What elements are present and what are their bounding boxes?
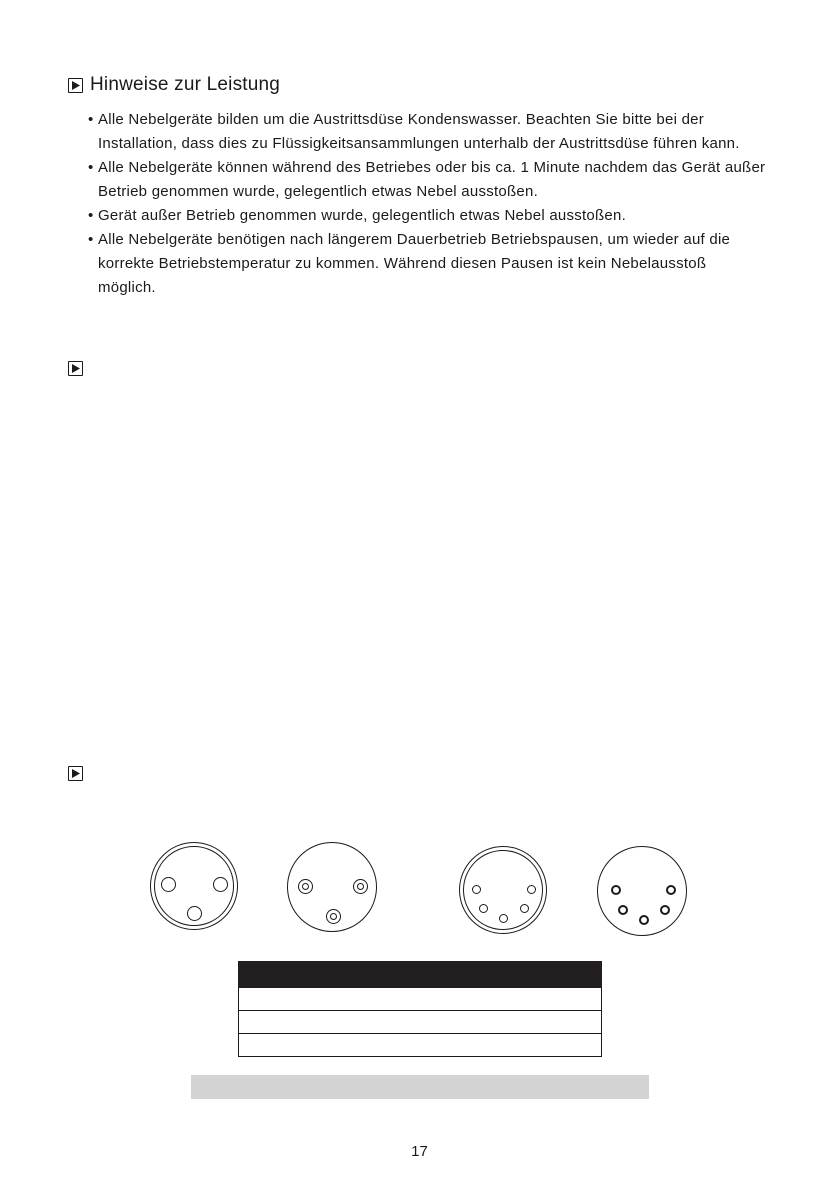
table-row — [239, 1011, 602, 1034]
pin-assignment-table — [238, 961, 602, 1057]
table-header-row — [239, 962, 602, 988]
xlr-3pin-female-connector-icon — [150, 842, 238, 930]
bullet-item: • Alle Nebelgeräte bilden um die Austrittsdüse Kondenswasser. Beachten Sie bitte bei der Installation, dass dies zu Flüssigkeitsansammlungen unterhalb der Austrittsdüse führen kann. — [88, 108, 768, 156]
pin-icon — [666, 885, 676, 895]
pin-icon — [660, 905, 670, 915]
bullet-item: • Gerät außer Betrieb genommen wurde, gelegentlich etwas Nebel ausstoßen. — [88, 204, 768, 228]
table-cell — [239, 1011, 602, 1034]
bullet-item: • Alle Nebelgeräte können während des Betriebes oder bis ca. 1 Minute nachdem das Gerät außer Betrieb genommen wurde, gelegentlich etwas Nebel ausstoßen. — [88, 156, 768, 204]
pin-icon — [611, 885, 621, 895]
pin-icon — [520, 904, 529, 913]
page-number: 17 — [411, 1143, 428, 1160]
xlr-5pin-male-connector-icon — [597, 846, 687, 936]
table-row — [239, 988, 602, 1011]
pin-icon — [326, 909, 341, 924]
xlr-5pin-female-connector-icon — [459, 846, 547, 934]
pin-icon — [618, 905, 628, 915]
table-cell — [239, 988, 602, 1011]
pin-icon — [499, 914, 508, 923]
play-box-icon — [68, 361, 83, 376]
performance-bullet-list — [88, 108, 768, 300]
xlr-3pin-male-connector-icon — [287, 842, 377, 932]
note-bar — [191, 1075, 649, 1099]
play-box-icon — [68, 766, 83, 781]
play-box-icon — [68, 78, 83, 93]
bullet-item: • Alle Nebelgeräte benötigen nach längerem Dauerbetrieb Betriebspausen, um wieder auf die korrekte Betriebstemperatur zu kommen. Während diesen Pausen ist kein Nebelausstoß möglich. — [88, 228, 768, 300]
table-header-cell — [239, 962, 602, 988]
pin-icon — [213, 877, 228, 892]
table-cell — [239, 1034, 602, 1057]
pin-icon — [161, 877, 176, 892]
pin-icon — [472, 885, 481, 894]
pin-icon — [353, 879, 368, 894]
pin-icon — [187, 906, 202, 921]
pin-icon — [639, 915, 649, 925]
pin-icon — [479, 904, 488, 913]
pin-icon — [527, 885, 536, 894]
pin-icon — [298, 879, 313, 894]
table-row — [239, 1034, 602, 1057]
section-title-performance: Hinweise zur Leistung — [90, 74, 281, 95]
